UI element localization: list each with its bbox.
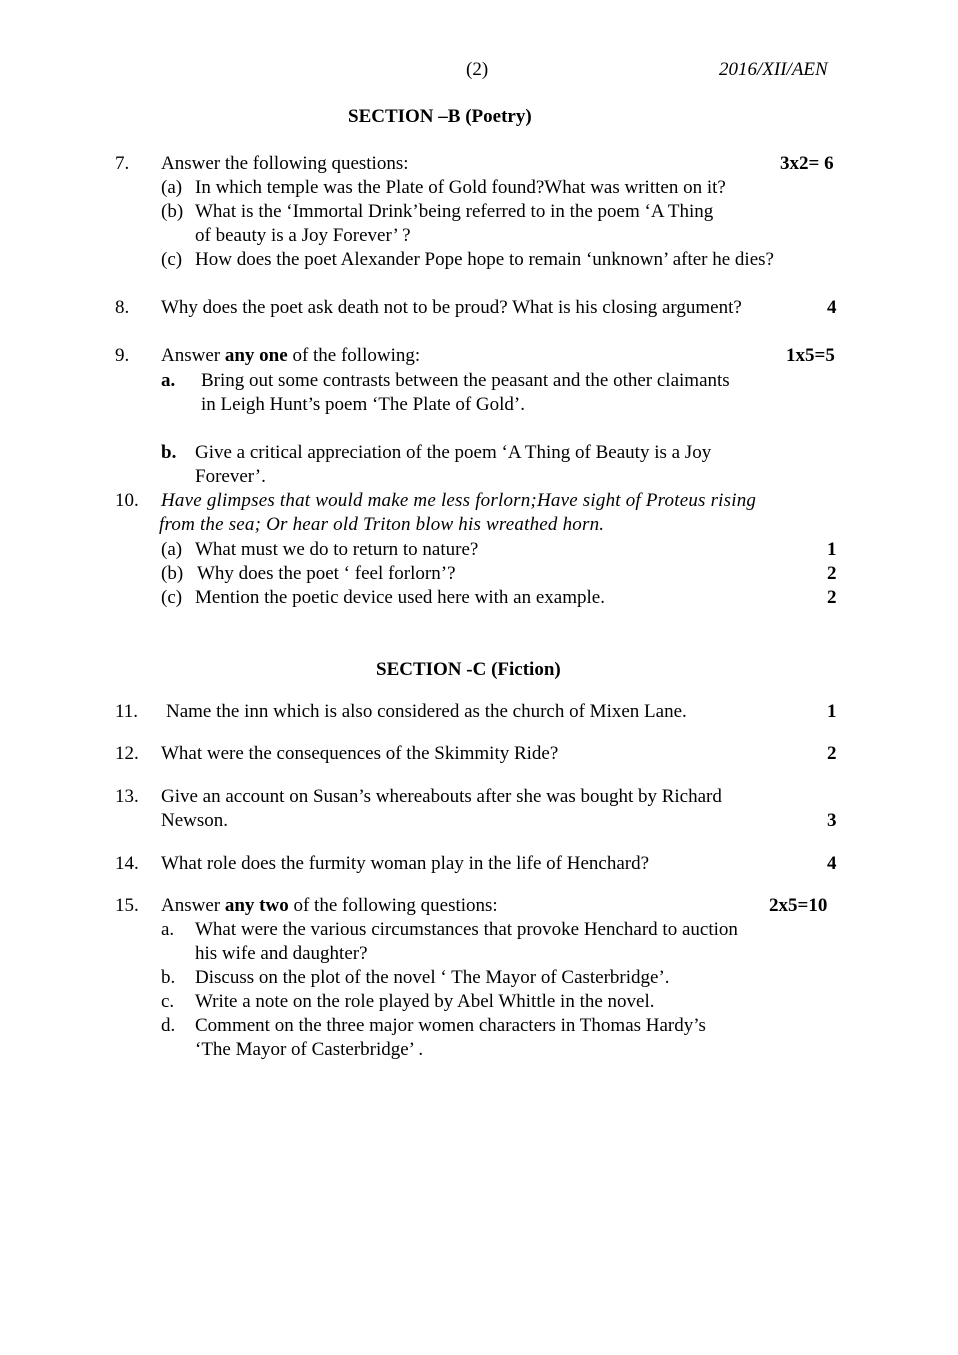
q10-part-marks: 2: [827, 563, 837, 584]
q10-part-label: (b): [161, 563, 184, 584]
q10-part-text: What must we do to return to nature?: [195, 539, 479, 560]
q11-text: Name the inn which is also considered as the church of Mixen Lane.: [166, 701, 687, 722]
q7-part-text: What is the ‘Immortal Drink’being referred to in the poem ‘A Thing: [195, 201, 714, 222]
q15-part-text: Write a note on the role played by Abel Whittle in the novel.: [195, 991, 655, 1012]
q14-number: 14.: [115, 853, 139, 874]
q11-number: 11.: [115, 701, 139, 722]
q13-text-cont: Newson.: [161, 810, 229, 831]
q7-text: Answer the following questions:: [161, 153, 409, 174]
q10-quote-cont: from the sea; Or hear old Triton blow his wreathed horn.: [159, 514, 605, 535]
q10-part-text: Why does the poet ‘ feel forlorn’?: [197, 563, 456, 584]
q15-part-text: Discuss on the plot of the novel ‘ The Mayor of Casterbridge’.: [195, 967, 670, 988]
q15-part-label: d.: [161, 1015, 176, 1036]
q10-part-marks: 2: [827, 587, 837, 608]
q15-part-text-cont: his wife and daughter?: [195, 943, 368, 964]
q15-part-label: a.: [161, 919, 175, 940]
page-number: (2): [466, 59, 489, 80]
q9-text: Answer any one of the following:: [161, 345, 421, 366]
q12-marks: 2: [827, 743, 837, 764]
q11-marks: 1: [827, 701, 837, 722]
q7-part-label: (a): [161, 177, 183, 198]
q9-part-text-cont: in Leigh Hunt’s poem ‘The Plate of Gold’.: [201, 394, 525, 415]
q14-text: What role does the furmity woman play in the life of Henchard?: [161, 853, 650, 874]
q12-number: 12.: [115, 743, 139, 764]
q15-part-text-cont: ‘The Mayor of Casterbridge’ .: [195, 1039, 424, 1060]
section-c-title: SECTION -C (Fiction): [376, 659, 561, 680]
q8-number: 8.: [115, 297, 130, 318]
q7-part-text: In which temple was the Plate of Gold found?What was written on it?: [195, 177, 726, 198]
q15-text: Answer any two of the following questions:: [161, 895, 498, 916]
q15-number: 15.: [115, 895, 139, 916]
q15-part-text: Comment on the three major women characters in Thomas Hardy’s: [195, 1015, 706, 1036]
q13-text: Give an account on Susan’s whereabouts after she was bought by Richard: [161, 786, 722, 807]
q15-part-label: c.: [161, 991, 175, 1012]
q9-marks: 1x5=5: [786, 345, 835, 366]
q10-number: 10.: [115, 490, 139, 511]
q9-part-text-cont: Forever’.: [195, 466, 266, 487]
q15-part-text: What were the various circumstances that provoke Henchard to auction: [195, 919, 738, 940]
q14-marks: 4: [827, 853, 837, 874]
q8-marks: 4: [827, 297, 837, 318]
q10-part-marks: 1: [827, 539, 837, 560]
q7-part-label: (c): [161, 249, 183, 270]
q10-part-text: Mention the poetic device used here with an example.: [195, 587, 605, 608]
q7-part-text: How does the poet Alexander Pope hope to remain ‘unknown’ after he dies?: [195, 249, 774, 270]
q7-number: 7.: [115, 153, 130, 174]
q13-marks: 3: [827, 810, 837, 831]
q7-part-text-cont: of beauty is a Joy Forever’ ?: [195, 225, 411, 246]
q8-text: Why does the poet ask death not to be proud? What is his closing argument?: [161, 297, 742, 318]
q9-part-label: b.: [161, 442, 177, 463]
q9-part-label: a.: [161, 370, 176, 391]
q10-part-label: (c): [161, 587, 183, 608]
q15-marks: 2x5=10: [769, 895, 828, 916]
q9-part-text: Give a critical appreciation of the poem ‘A Thing of Beauty is a Joy: [195, 442, 712, 463]
q13-number: 13.: [115, 786, 139, 807]
q10-part-label: (a): [161, 539, 183, 560]
q9-number: 9.: [115, 345, 130, 366]
q7-part-label: (b): [161, 201, 184, 222]
q10-quote: Have glimpses that would make me less forlorn;Have sight of Proteus rising: [161, 490, 757, 511]
q15-part-label: b.: [161, 967, 176, 988]
section-b-title: SECTION –B (Poetry): [348, 106, 532, 127]
q9-part-text: Bring out some contrasts between the peasant and the other claimants: [201, 370, 730, 391]
paper-code: 2016/XII/AEN: [719, 59, 828, 80]
q7-marks: 3x2= 6: [780, 153, 834, 174]
q12-text: What were the consequences of the Skimmity Ride?: [161, 743, 559, 764]
